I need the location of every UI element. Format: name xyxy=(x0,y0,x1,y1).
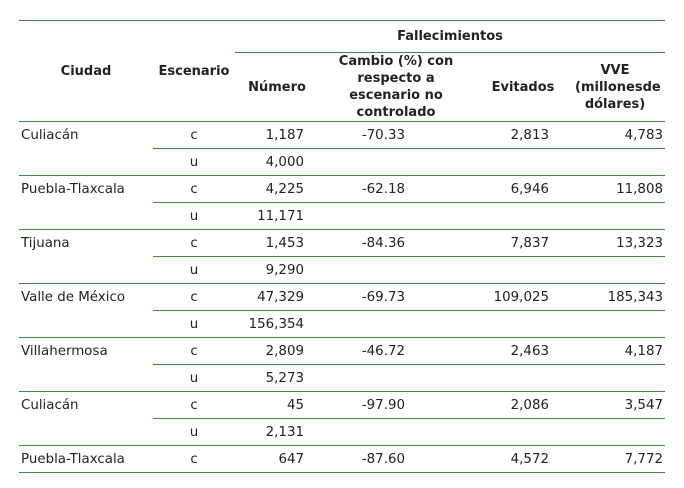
cell-escenario: c xyxy=(153,176,235,203)
cell-cambio xyxy=(311,365,481,392)
cell-numero: 4,000 xyxy=(235,149,311,176)
cell-ciudad: Tijuana xyxy=(19,230,153,257)
cell-numero: 647 xyxy=(235,446,311,473)
header-ciudad: Ciudad xyxy=(19,21,153,122)
cell-vve xyxy=(565,311,665,338)
cell-escenario: u xyxy=(153,203,235,230)
cell-numero: 2,131 xyxy=(235,419,311,446)
cell-escenario: c xyxy=(153,446,235,473)
cell-ciudad: Valle de México xyxy=(19,284,153,311)
cell-numero: 11,171 xyxy=(235,203,311,230)
cell-cambio: -70.33 xyxy=(361,127,405,143)
cell-cambio xyxy=(311,203,481,230)
cell-cambio: -87.60 xyxy=(311,446,481,473)
cell-escenario: u xyxy=(153,419,235,446)
cell-vve: 13,323 xyxy=(565,230,665,257)
cell-vve: 4,187 xyxy=(565,338,665,365)
table-row xyxy=(19,230,665,257)
cell-evitados xyxy=(481,311,565,338)
cell-escenario: u xyxy=(153,311,235,338)
cell-ciudad: Puebla-Tlaxcala xyxy=(19,176,153,203)
cell-evitados: 2,086 xyxy=(481,392,565,419)
table-row xyxy=(19,392,665,419)
cell-vve: 11,808 xyxy=(565,176,665,203)
cell-evitados: 4,572 xyxy=(481,446,565,473)
table-row xyxy=(19,284,665,311)
header-evitados: Evitados xyxy=(481,53,565,122)
header-vve-text: VVE (millonesde dólares) xyxy=(575,62,661,112)
cell-escenario: c xyxy=(153,284,235,311)
cell-evitados: 2,813 xyxy=(510,127,549,143)
header-escenario: Escenario xyxy=(153,21,235,122)
cell-ciudad: Culiacán xyxy=(21,127,79,143)
table-row xyxy=(19,311,665,338)
cell-cambio xyxy=(311,311,481,338)
cell-numero: 47,329 xyxy=(235,284,311,311)
cell-vve: 185,343 xyxy=(565,284,665,311)
cell-escenario: c xyxy=(153,392,235,419)
cell-ciudad: Villahermosa xyxy=(19,338,153,365)
cell-evitados xyxy=(481,365,565,392)
cell-numero: 4,225 xyxy=(235,176,311,203)
cell-escenario: c xyxy=(153,230,235,257)
header-cambio xyxy=(311,53,481,122)
cell-vve xyxy=(565,149,665,176)
cell-vve xyxy=(565,419,665,446)
cell-vve: 3,547 xyxy=(565,392,665,419)
cell-numero: 1,453 xyxy=(235,230,311,257)
cell-cambio: -46.72 xyxy=(311,338,481,365)
cell-escenario: c xyxy=(190,127,198,143)
cell-cambio xyxy=(311,149,481,176)
cell-ciudad xyxy=(19,365,153,392)
cell-evitados xyxy=(481,419,565,446)
cell-evitados xyxy=(481,203,565,230)
cell-cambio: -97.90 xyxy=(311,392,481,419)
cell-evitados: 7,837 xyxy=(481,230,565,257)
cell-ciudad xyxy=(19,203,153,230)
header-fallecimientos: Fallecimientos xyxy=(235,21,665,53)
cell-cambio: -62.18 xyxy=(311,176,481,203)
cell-numero: 45 xyxy=(235,392,311,419)
cell-ciudad xyxy=(19,311,153,338)
header-numero: Número xyxy=(235,53,311,122)
fallecimientos-table xyxy=(19,20,665,473)
cell-vve: 7,772 xyxy=(565,446,665,473)
table-row xyxy=(19,203,665,230)
cell-numero: 5,273 xyxy=(235,365,311,392)
header-vve xyxy=(565,53,665,122)
table-row xyxy=(19,338,665,365)
cell-evitados: 6,946 xyxy=(481,176,565,203)
cell-evitados xyxy=(481,149,565,176)
cell-cambio xyxy=(311,257,481,284)
cell-escenario: c xyxy=(153,338,235,365)
cell-ciudad xyxy=(19,257,153,284)
table-row xyxy=(19,176,665,203)
table-row xyxy=(19,149,665,176)
cell-escenario: u xyxy=(153,257,235,284)
cell-evitados xyxy=(481,257,565,284)
table-body xyxy=(19,122,665,473)
cell-escenario: u xyxy=(153,149,235,176)
cell-ciudad xyxy=(19,149,153,176)
cell-numero: 2,809 xyxy=(235,338,311,365)
cell-vve xyxy=(565,257,665,284)
cell-numero: 156,354 xyxy=(235,311,311,338)
cell-ciudad: Culiacán xyxy=(19,392,153,419)
cell-vve xyxy=(565,365,665,392)
cell-evitados: 2,463 xyxy=(481,338,565,365)
cell-vve: 4,783 xyxy=(624,127,663,143)
header-cambio-text: Cambio (%) con respecto a escenario no controlado xyxy=(338,54,454,120)
cell-ciudad xyxy=(19,419,153,446)
cell-cambio xyxy=(311,419,481,446)
cell-cambio: -69.73 xyxy=(311,284,481,311)
table-row xyxy=(19,365,665,392)
cell-numero: 9,290 xyxy=(235,257,311,284)
table-header xyxy=(19,21,665,122)
table-row xyxy=(19,257,665,284)
cell-ciudad: Puebla-Tlaxcala xyxy=(19,446,153,473)
table-row xyxy=(19,419,665,446)
cell-escenario: u xyxy=(153,365,235,392)
cell-cambio: -84.36 xyxy=(311,230,481,257)
cell-evitados: 109,025 xyxy=(481,284,565,311)
table-row xyxy=(19,446,665,473)
cell-vve xyxy=(565,203,665,230)
cell-numero: 1,187 xyxy=(265,127,304,143)
table-row xyxy=(19,122,665,149)
